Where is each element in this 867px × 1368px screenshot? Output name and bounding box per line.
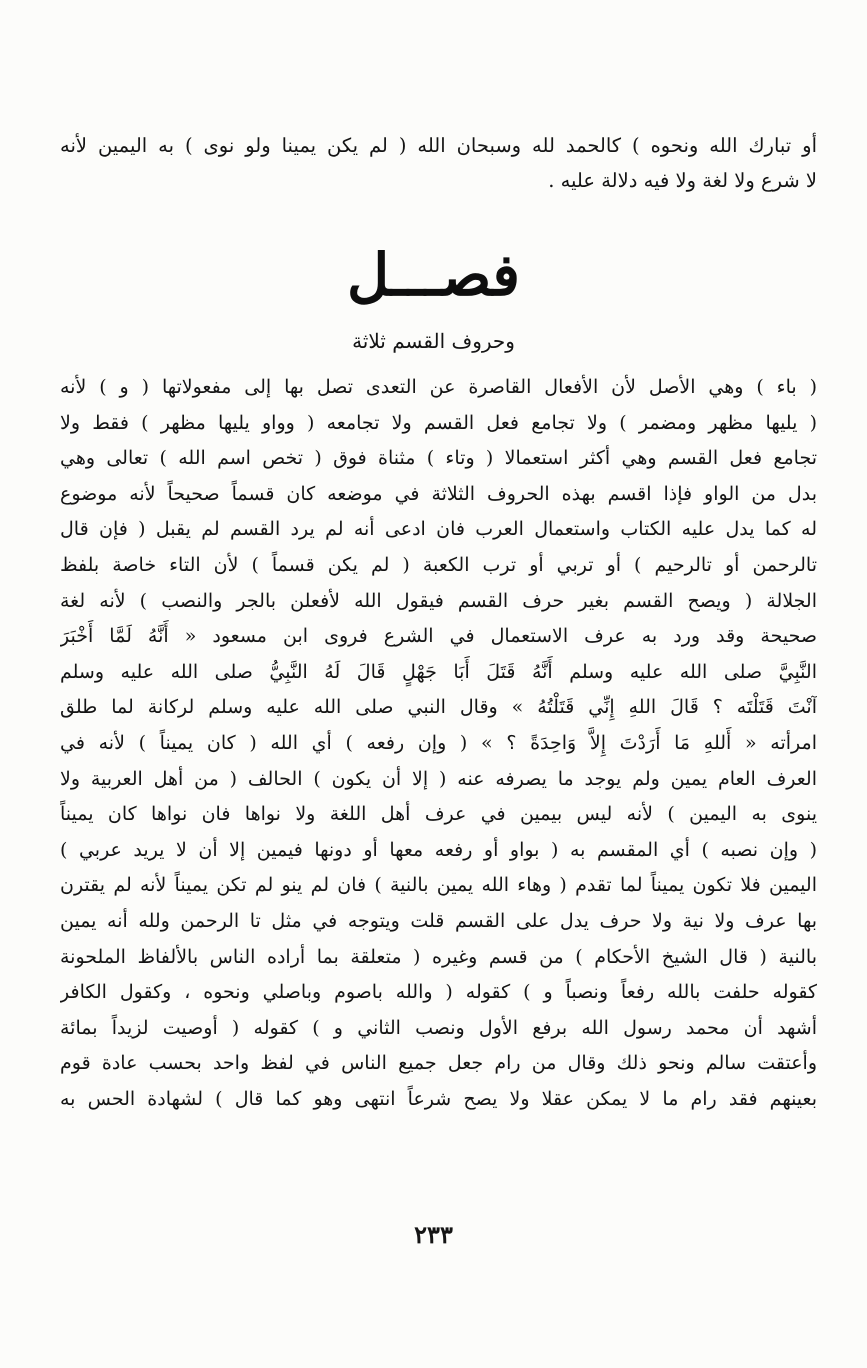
body-line: تجامع فعل القسم وهي أكثر استعمالا ( وتاء ) مثناة فوق ( تخص اسم الله ) تعالى وهي — [60, 447, 817, 470]
body-line: بدل من الواو فإذا اقسم بهذه الحروف الثلاثة في موضعه كان قسماً صحيحاً لأنه موضوع — [60, 482, 817, 505]
body-line: بها عرف ولا نية ولا حرف يدل على القسم قلت ويتوجه في مثل تا الرحمن ولله أنه يمين — [60, 909, 817, 932]
body-line: اليمين فلا تكون يميناً لما تقدم ( وهاء الله يمين بالنية ) فان لم ينو لم تكن يميناً لأنه لم يقترن — [60, 874, 817, 897]
body-line: النَّبِيَّ صلى الله عليه وسلم أَنَّهُ قَتَلَ أَبَا جَهْلٍ قَالَ لَهُ النَّبِيُّ صلى الله عليه وسلم — [60, 660, 817, 683]
body-line: بالنية ( قال الشيخ الأحكام ) من قسم وغيره ( متعلقة بما أراده الناس بالألفاظ الملحونة — [60, 945, 817, 968]
intro-paragraph — [60, 128, 817, 198]
body-paragraph — [60, 370, 817, 1117]
body-line: امرأته « أَللهِ مَا أَرَدْتَ إِلاَّ وَاحِدَةً ؟ » ( وإن رفعه ) أي الله ( كان يميناً ) لأنه في — [60, 731, 817, 754]
body-line: بعينهم فقد رام ما لا يمكن عقلا ولا يصح شرعاً انتهى وهو كما قال ) لشهادة الحس به — [60, 1087, 817, 1110]
body-line: ( وإن نصبه ) أي المقسم به ( بواو أو رفعه معها أو دونها فيمين إلا أن لا يريد عربي ) — [60, 838, 817, 861]
body-line: آنْتَ قَتَلْتَه ؟ قَالَ اللهِ إِنِّي قَتَلْتُهُ » وقال النبي صلى الله عليه وسلم لركانة لما طلق — [60, 696, 817, 719]
section-title: فصـــل — [347, 241, 520, 309]
body-line: وأعتقت سالم ونحو ذلك وقال من رام جعل جميع الناس في لفظ واحد بحسب عادة قوم — [60, 1052, 817, 1075]
page-number: ٢٣٣ — [414, 1220, 453, 1249]
body-line: له كما يدل عليه الكتاب واستعمال العرب فان ادعى أنه لم يرد القسم لم يقبل ( فإن قال — [60, 518, 817, 541]
body-line: ينوى به اليمين ) لأنه ليس بيمين في عرف أهل اللغة ولا نواها فان نواها كان يميناً — [60, 803, 817, 826]
section-subtitle: وحروف القسم ثلاثة — [352, 329, 515, 353]
body-line: العرف العام يمين ولم يوجد ما يصرفه عنه ( إلا أن يكون ) الحالف ( من أهل العربية ولا — [60, 767, 817, 790]
intro-line: لا شرع ولا لغة ولا فيه دلالة عليه . — [548, 169, 817, 192]
body-line: الجلالة ( ويصح القسم بغير حرف القسم فيقول الله لأفعلن بالجر والنصب ) لأنه لغة — [60, 589, 817, 612]
body-line: صحيحة وقد ورد به عرف الاستعمال في الشرع فروى ابن مسعود « أَنَّهُ لَمَّا أَخْبَرَ — [60, 625, 817, 648]
body-line: ( يليها مظهر ومضمر ) ولا تجامع فعل القسم ولا تجامعه ( وواو يليها مظهر ) فقط ولا — [60, 411, 817, 434]
body-line: ( باء ) وهي الأصل لأن الأفعال القاصرة عن التعدى تصل بها إلى مفعولاتها ( و ) لأنه — [60, 376, 817, 398]
body-line: كقوله حلفت بالله رفعاً ونصباً و ) كقوله ( والله باصوم وباصلي ونحوه ، وكقول الكافر — [60, 981, 817, 1004]
body-line: تالرحمن أو تالرحيم ) أو تربي أو ترب الكعبة ( لم يكن قسماً ) لأن التاء خاصة بلفظ — [60, 553, 817, 576]
intro-line: أو تبارك الله ونحوه ) كالحمد لله وسبحان الله ( لم يكن يمينا ولو نوى ) به اليمين لأنه — [60, 134, 817, 157]
body-line: أشهد أن محمد رسول الله برفع الأول ونصب الثاني و ) كقوله ( أوصيت لزيداً بمائة — [60, 1016, 817, 1039]
